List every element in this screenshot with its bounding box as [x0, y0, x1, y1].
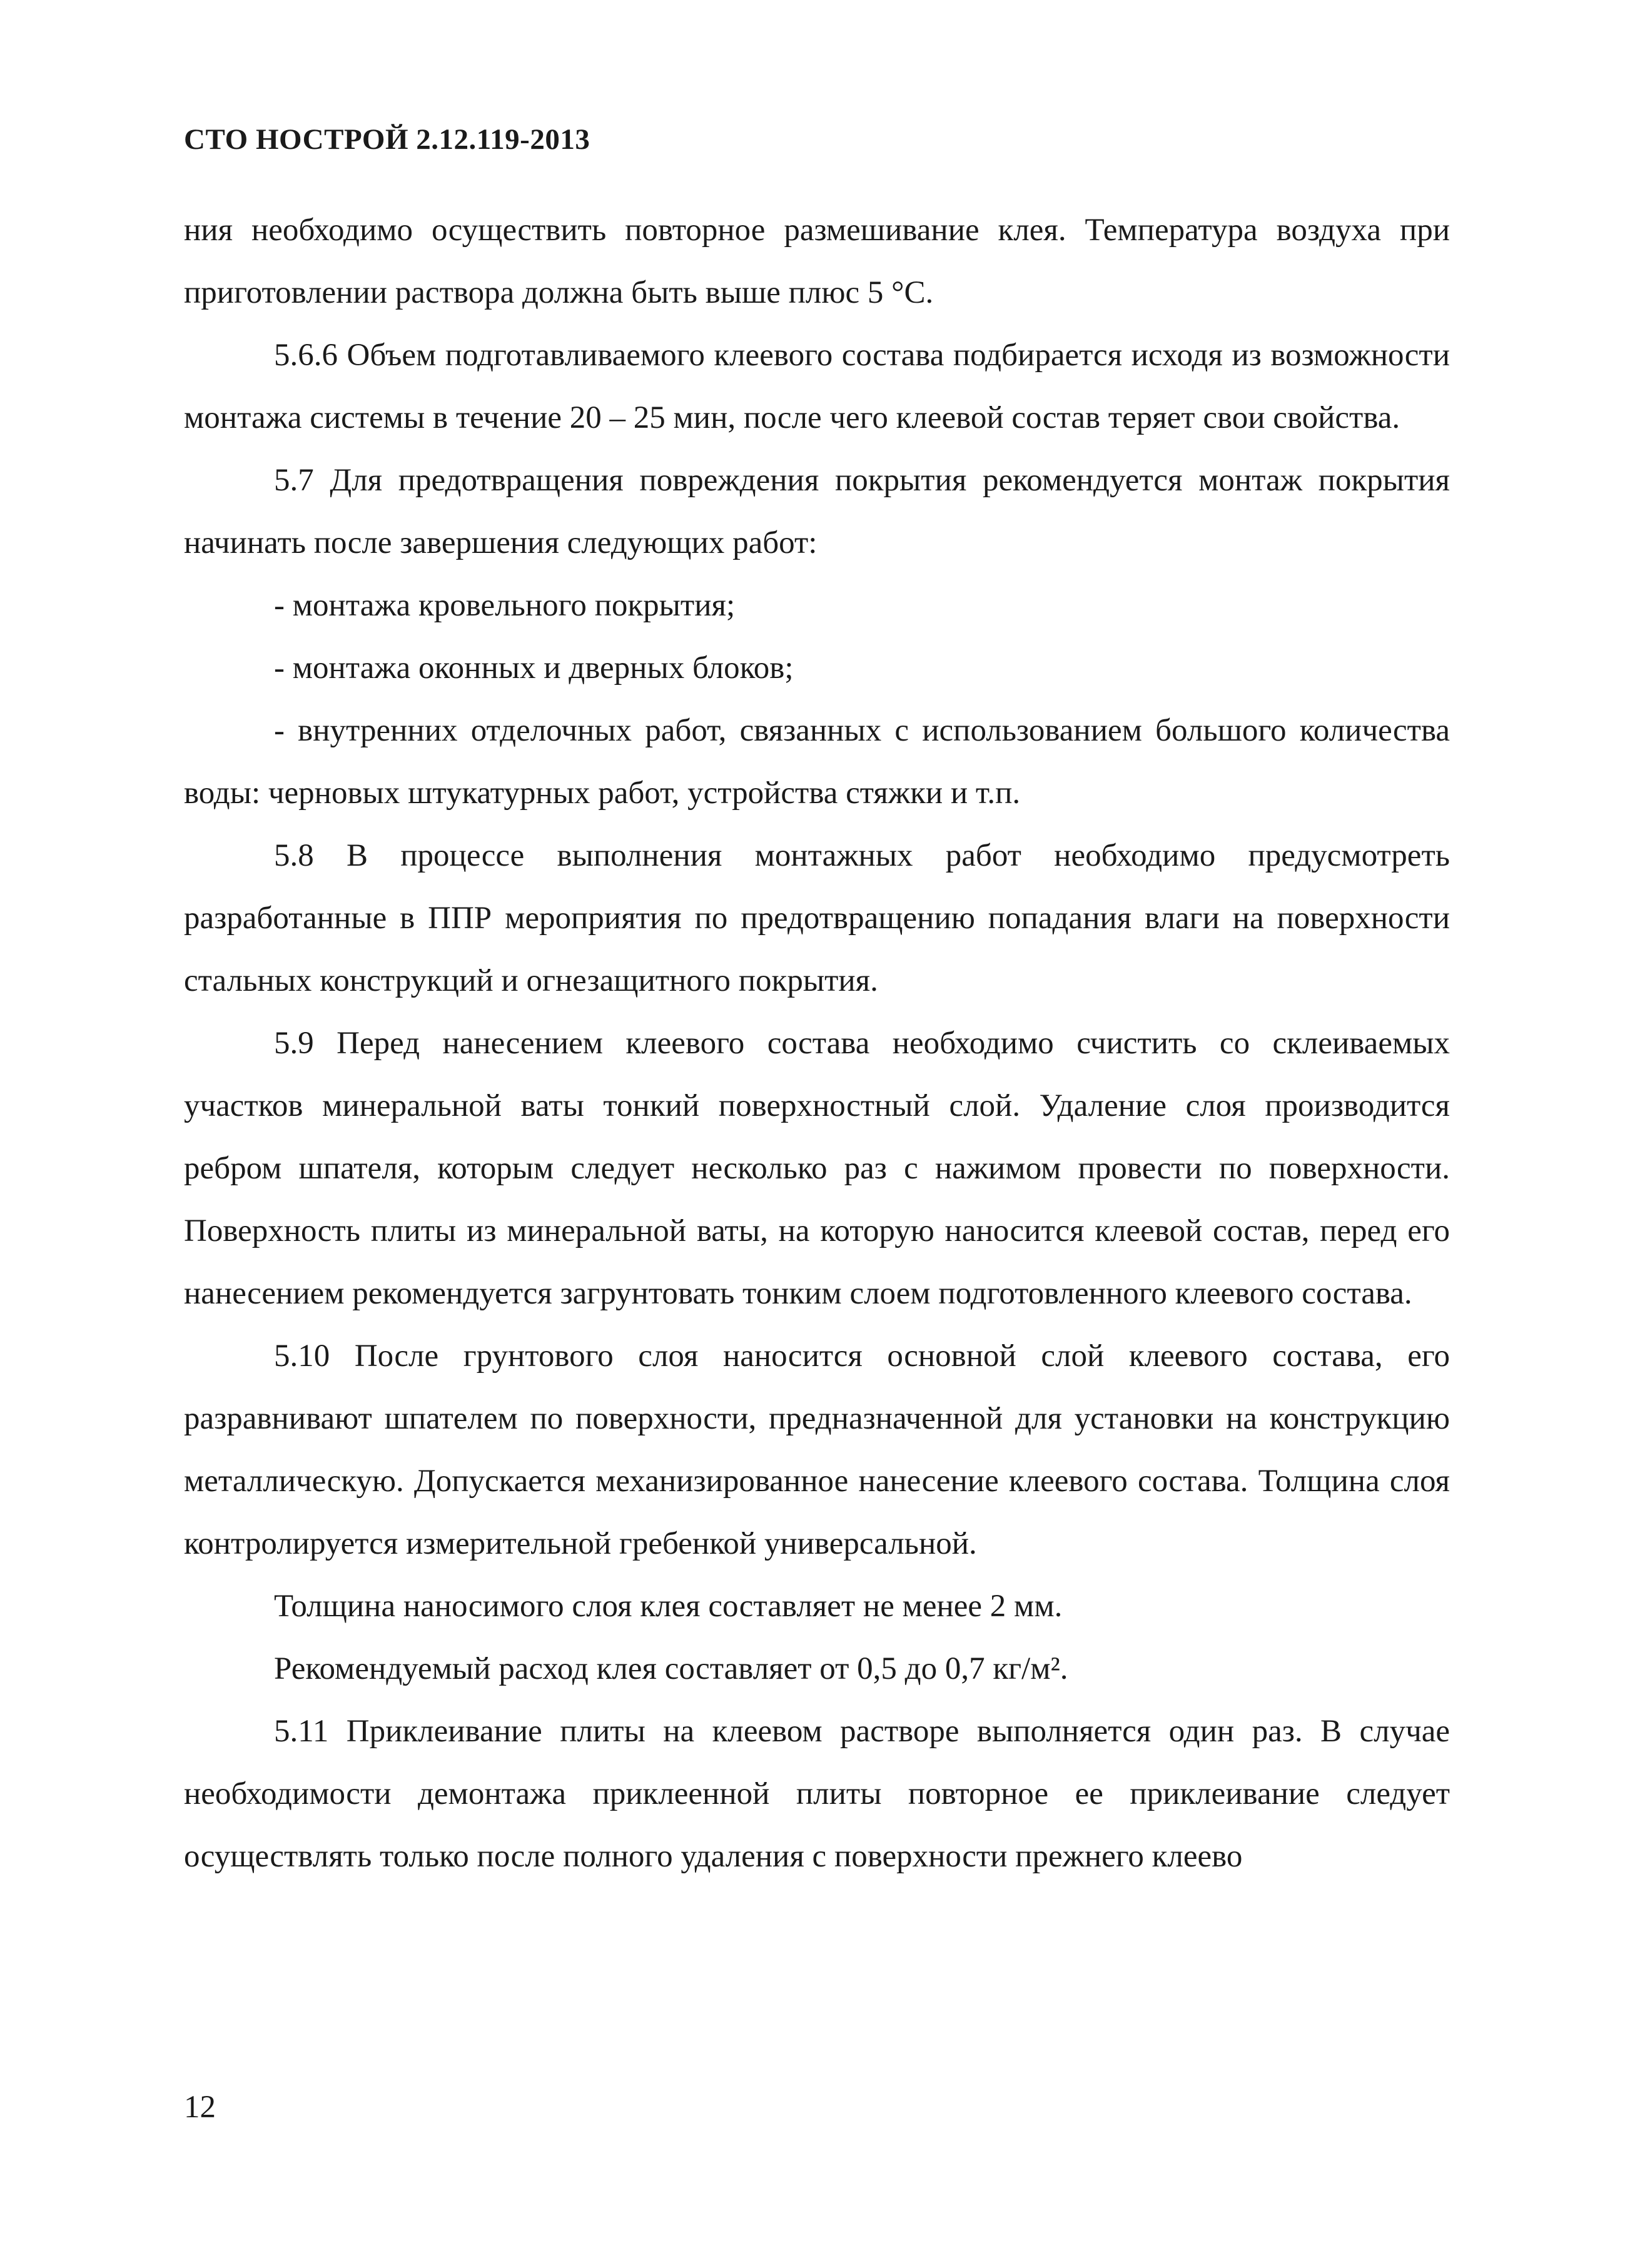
paragraph-5-6-6: 5.6.6 Объем подготавливаемого клеевого состава подбирается исходя из возможности монтажа системы в течение 20 – 25 мин, после чего клеевой состав теряет свои свойства.: [184, 338, 1450, 435]
paragraph-5-11: 5.11 Приклеивание плиты на клеевом растворе выполняется один раз. В случае необходимости демонтажа приклеенной плиты повторное ее приклеивание следует осуществлять только после полного удаления с поверхности прежнего клеево: [184, 1714, 1450, 1874]
paragraph-layer-thickness: Толщина наносимого слоя клея составляет не менее 2 мм.: [274, 1589, 1063, 1624]
body-text: [184, 199, 1450, 1888]
paragraph-continuation: ния необходимо осуществить повторное размешивание клея. Температура воздуха при приготовлении раствора должна быть выше плюс 5 °С.: [184, 213, 1450, 310]
document-header: СТО НОСТРОЙ 2.12.119-2013: [184, 123, 590, 156]
paragraph-5-9: 5.9 Перед нанесением клеевого состава необходимо счистить со склеиваемых участков минеральной ваты тонкий поверхностный слой. Удаление слоя производится ребром шпателя, которым следует несколько раз с нажимом провести по поверхности. Поверхность плиты из минеральной ваты, на которую наносится клеевой состав, перед его нанесением рекомендуется загрунтовать тонким слоем подготовленного клеевого состава.: [184, 1026, 1450, 1311]
list-item-windows-doors: - монтажа оконных и дверных блоков;: [274, 651, 794, 686]
paragraph-glue-consumption: Рекомендуемый расход клея составляет от 0,5 до 0,7 кг/м².: [274, 1651, 1068, 1686]
paragraph-5-8: 5.8 В процессе выполнения монтажных работ необходимо предусмотреть разработанные в ППР мероприятия по предотвращению попадания влаги на поверхности стальных конструкций и огнезащитного покрытия.: [184, 838, 1450, 998]
paragraph-5-10: 5.10 После грунтового слоя наносится основной слой клеевого состава, его разравнивают шпателем по поверхности, предназначенной для установки на конструкцию металлическую. Допускается механизированное нанесение клеевого состава. Толщина слоя контролируется измерительной гребенкой универсальной.: [184, 1339, 1450, 1561]
list-item-roofing: - монтажа кровельного покрытия;: [274, 588, 736, 623]
page-number: 12: [184, 2090, 216, 2125]
list-item-interior-works: - внутренних отделочных работ, связанных с использованием большого количества воды: черновых штукатурных работ, устройства стяжки и т.п.: [184, 713, 1450, 811]
paragraph-5-7: 5.7 Для предотвращения повреждения покрытия рекомендуется монтаж покрытия начинать после завершения следующих работ:: [184, 463, 1450, 560]
